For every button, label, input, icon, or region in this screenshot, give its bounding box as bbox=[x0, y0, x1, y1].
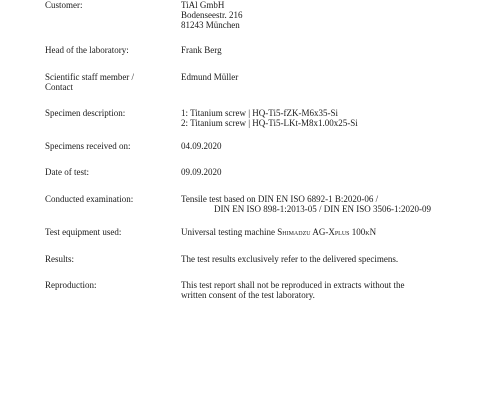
conducted-examination-label: Conducted examination: bbox=[45, 194, 134, 204]
scientific-staff-label-line1: Scientific staff member / bbox=[45, 72, 135, 82]
date-of-test-label: Date of test: bbox=[45, 167, 89, 177]
reproduction-value bbox=[181, 280, 481, 300]
specimen-line-2: 2: Titanium screw | HQ-Ti5-LKt-M8x1.00x25-Si bbox=[181, 118, 358, 128]
customer-value bbox=[181, 0, 481, 30]
results-value: The test results exclusively refer to the delivered specimens. bbox=[181, 254, 399, 264]
specimen-description-value bbox=[181, 108, 481, 128]
reproduction-line-2: written consent of the test laboratory. bbox=[181, 290, 315, 300]
date-of-test-value: 09.09.2020 bbox=[181, 167, 222, 177]
specimens-received-value: 04.09.2020 bbox=[181, 141, 222, 151]
reproduction-line-1: This test report shall not be reproduced in extracts without the bbox=[181, 280, 405, 290]
scientific-staff-value: Edmund Müller bbox=[181, 72, 239, 82]
examination-line-2: DIN EN ISO 898-1:2013-05 / DIN EN ISO 3506-1:2020-09 bbox=[214, 204, 431, 214]
customer-street: Bodenseestr. 216 bbox=[181, 10, 243, 20]
specimen-line-1: 1: Titanium screw | HQ-Ti5-fZK-M6x35-Si bbox=[181, 108, 338, 118]
specimen-description-label: Specimen description: bbox=[45, 108, 126, 118]
conducted-examination-value bbox=[181, 194, 481, 214]
test-equipment-value bbox=[181, 227, 481, 237]
results-label: Results: bbox=[45, 254, 75, 264]
test-equipment-prefix: Universal testing machine bbox=[181, 227, 278, 237]
scientific-staff-label-line2: Contact bbox=[45, 82, 73, 92]
test-equipment-label: Test equipment used: bbox=[45, 227, 122, 237]
test-equipment-machine: Shimadzu AG-Xplus 100kN bbox=[277, 227, 377, 237]
scientific-staff-label bbox=[45, 72, 170, 92]
head-of-lab-label: Head of the laboratory: bbox=[45, 45, 129, 55]
reproduction-label: Reproduction: bbox=[45, 280, 97, 290]
head-of-lab-value: Frank Berg bbox=[181, 45, 222, 55]
customer-label: Customer: bbox=[45, 0, 83, 10]
examination-line-1: Tensile test based on DIN EN ISO 6892-1 B:2020-06 / bbox=[181, 194, 379, 204]
specimens-received-label: Specimens received on: bbox=[45, 141, 131, 151]
customer-city: 81243 München bbox=[181, 20, 240, 30]
customer-name: TiAl GmbH bbox=[181, 0, 225, 10]
